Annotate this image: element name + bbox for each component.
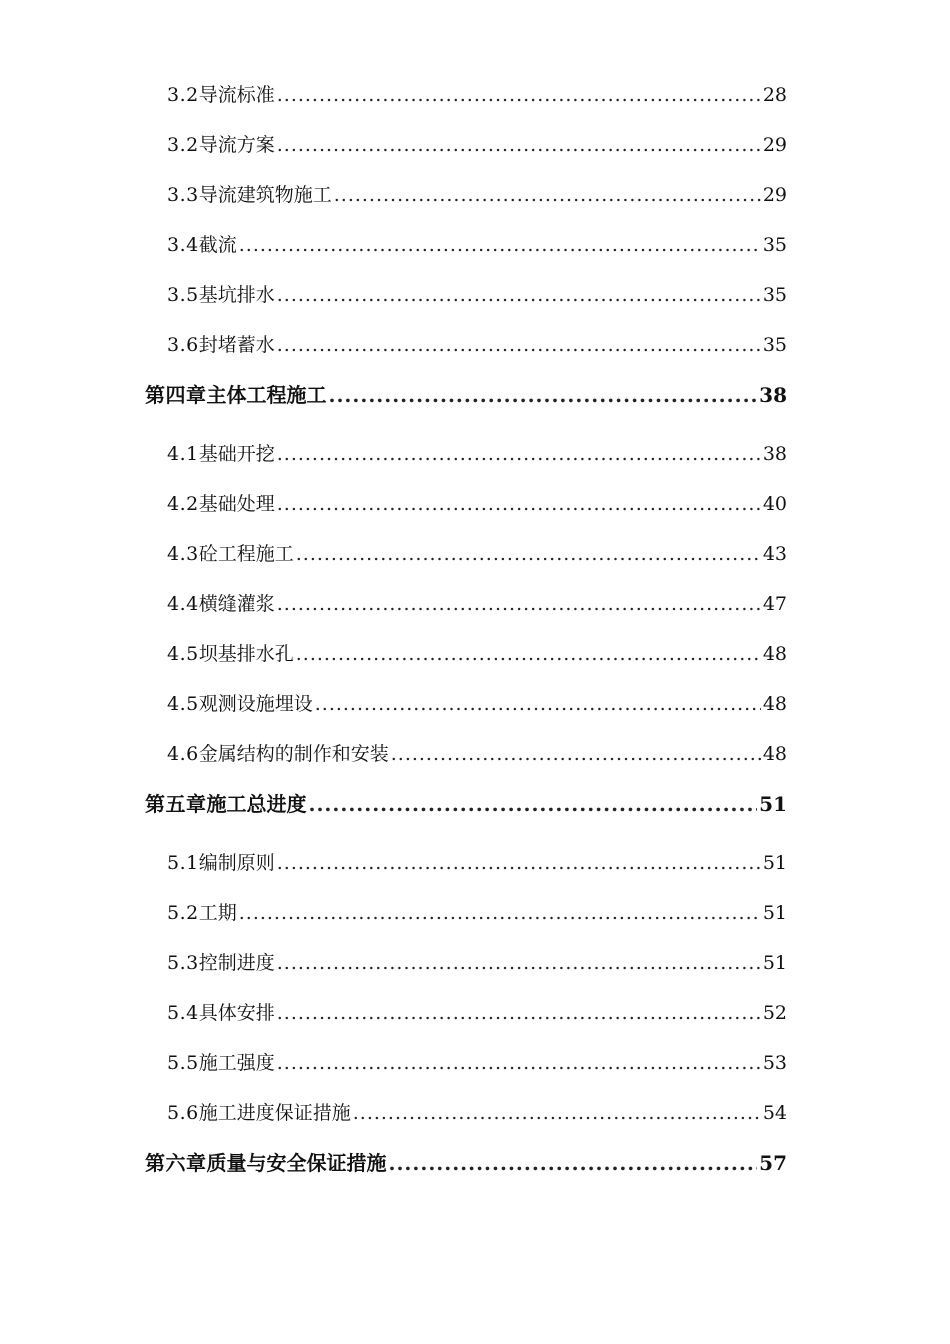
toc-entry-number: 4.3 xyxy=(167,543,199,565)
toc-entry-page-number: 53 xyxy=(762,1052,787,1074)
dot-leader xyxy=(277,489,761,519)
toc-entry-page-number: 40 xyxy=(762,493,787,515)
toc-section-entry[interactable] xyxy=(145,689,787,719)
toc-entry-number: 4.2 xyxy=(167,493,199,515)
toc-entry-page-number: 29 xyxy=(762,134,787,156)
toc-entry-page-number: 51 xyxy=(762,952,787,974)
toc-entry-number: 4.5 xyxy=(167,693,199,715)
toc-entry-number: 第六章 xyxy=(145,1151,207,1175)
toc-entry-title: 金属结构的制作和安装 xyxy=(198,743,389,765)
toc-entry-number: 5.2 xyxy=(167,902,199,924)
toc-section-entry[interactable] xyxy=(145,439,787,469)
dot-leader xyxy=(309,789,758,819)
toc-entry-number: 4.1 xyxy=(167,443,199,465)
toc-entry-page-number: 47 xyxy=(762,593,787,615)
toc-entry-number: 5.6 xyxy=(167,1102,199,1124)
toc-entry-page-number: 51 xyxy=(759,792,787,816)
toc-entry-title: 观测设施埋设 xyxy=(198,693,313,715)
dot-leader xyxy=(277,80,761,110)
toc-section-entry[interactable] xyxy=(145,998,787,1028)
toc-section-entry[interactable] xyxy=(145,1098,787,1128)
dot-leader xyxy=(277,280,761,310)
dot-leader xyxy=(277,998,761,1028)
toc-section-entry[interactable] xyxy=(145,330,787,360)
toc-entry-number: 3.6 xyxy=(167,334,199,356)
dot-leader xyxy=(329,380,758,410)
toc-section-entry[interactable] xyxy=(145,230,787,260)
dot-leader xyxy=(389,1148,758,1178)
toc-section-entry[interactable] xyxy=(145,180,787,210)
toc-chapter-entry[interactable] xyxy=(145,1148,787,1178)
toc-entry-title: 截流 xyxy=(198,234,237,256)
toc-entry-number: 4.4 xyxy=(167,593,199,615)
toc-section-entry[interactable] xyxy=(145,739,787,769)
toc-entry-title: 砼工程施工 xyxy=(198,543,294,565)
toc-section-entry[interactable] xyxy=(145,639,787,669)
dot-leader xyxy=(277,589,761,619)
toc-entry-title: 主体工程施工 xyxy=(206,383,327,407)
toc-entry-number: 4.5 xyxy=(167,643,199,665)
toc-entry-title: 工期 xyxy=(198,902,237,924)
toc-entry-number: 5.5 xyxy=(167,1052,199,1074)
dot-leader xyxy=(277,948,761,978)
toc-section-entry[interactable] xyxy=(145,280,787,310)
toc-entry-number: 3.2 xyxy=(167,84,199,106)
toc-entry-title: 坝基排水孔 xyxy=(198,643,294,665)
toc-section-entry[interactable] xyxy=(145,589,787,619)
dot-leader xyxy=(296,639,761,669)
toc-entry-title: 控制进度 xyxy=(198,952,275,974)
dot-leader xyxy=(277,330,761,360)
toc-entry-title: 施工强度 xyxy=(198,1052,275,1074)
toc-entry-number: 3.2 xyxy=(167,134,199,156)
toc-section-entry[interactable] xyxy=(145,130,787,160)
dot-leader xyxy=(277,1048,761,1078)
toc-entry-page-number: 51 xyxy=(762,902,787,924)
toc-entry-page-number: 35 xyxy=(762,284,787,306)
toc-entry-title: 封堵蓄水 xyxy=(198,334,275,356)
toc-entry-title: 基础开挖 xyxy=(198,443,275,465)
dot-leader xyxy=(353,1098,761,1128)
dot-leader xyxy=(277,439,761,469)
toc-entry-number: 5.4 xyxy=(167,1002,199,1024)
toc-entry-page-number: 38 xyxy=(762,443,787,465)
toc-entry-page-number: 48 xyxy=(762,743,787,765)
toc-entry-page-number: 35 xyxy=(762,234,787,256)
dot-leader xyxy=(296,539,761,569)
toc-entry-title: 编制原则 xyxy=(198,852,275,874)
dot-leader xyxy=(334,180,761,210)
toc-entry-number: 5.1 xyxy=(167,852,199,874)
toc-section-entry[interactable] xyxy=(145,948,787,978)
toc-entry-page-number: 38 xyxy=(759,383,787,407)
toc-entry-title: 导流建筑物施工 xyxy=(198,184,332,206)
toc-entry-page-number: 57 xyxy=(759,1151,787,1175)
toc-section-entry[interactable] xyxy=(145,848,787,878)
dot-leader xyxy=(239,898,761,928)
toc-entry-title: 基础处理 xyxy=(198,493,275,515)
dot-leader xyxy=(277,848,761,878)
table-of-contents xyxy=(145,80,787,1207)
toc-entry-title: 导流方案 xyxy=(198,134,275,156)
toc-entry-page-number: 48 xyxy=(762,643,787,665)
toc-chapter-entry[interactable] xyxy=(145,789,787,819)
toc-entry-number: 3.3 xyxy=(167,184,199,206)
toc-entry-number: 第五章 xyxy=(145,792,207,816)
toc-entry-title: 具体安排 xyxy=(198,1002,275,1024)
toc-entry-title: 横缝灌浆 xyxy=(198,593,275,615)
toc-chapter-entry[interactable] xyxy=(145,380,787,410)
toc-entry-number: 第四章 xyxy=(145,383,207,407)
toc-entry-page-number: 48 xyxy=(762,693,787,715)
dot-leader xyxy=(277,130,761,160)
dot-leader xyxy=(315,689,761,719)
toc-entry-page-number: 35 xyxy=(762,334,787,356)
toc-entry-page-number: 54 xyxy=(762,1102,787,1124)
toc-entry-number: 3.4 xyxy=(167,234,199,256)
toc-entry-title: 质量与安全保证措施 xyxy=(206,1151,387,1175)
toc-entry-title: 导流标准 xyxy=(198,84,275,106)
toc-entry-title: 施工总进度 xyxy=(206,792,307,816)
toc-section-entry[interactable] xyxy=(145,489,787,519)
toc-entry-page-number: 43 xyxy=(762,543,787,565)
toc-entry-number: 4.6 xyxy=(167,743,199,765)
toc-section-entry[interactable] xyxy=(145,1048,787,1078)
dot-leader xyxy=(239,230,761,260)
toc-entry-number: 5.3 xyxy=(167,952,199,974)
toc-entry-number: 3.5 xyxy=(167,284,199,306)
toc-entry-title: 施工进度保证措施 xyxy=(198,1102,351,1124)
toc-section-entry[interactable] xyxy=(145,539,787,569)
dot-leader xyxy=(391,739,761,769)
toc-section-entry[interactable] xyxy=(145,898,787,928)
toc-entry-title: 基坑排水 xyxy=(198,284,275,306)
toc-entry-page-number: 29 xyxy=(762,184,787,206)
toc-entry-page-number: 52 xyxy=(762,1002,787,1024)
toc-entry-page-number: 51 xyxy=(762,852,787,874)
toc-section-entry[interactable] xyxy=(145,80,787,110)
toc-entry-page-number: 28 xyxy=(762,84,787,106)
